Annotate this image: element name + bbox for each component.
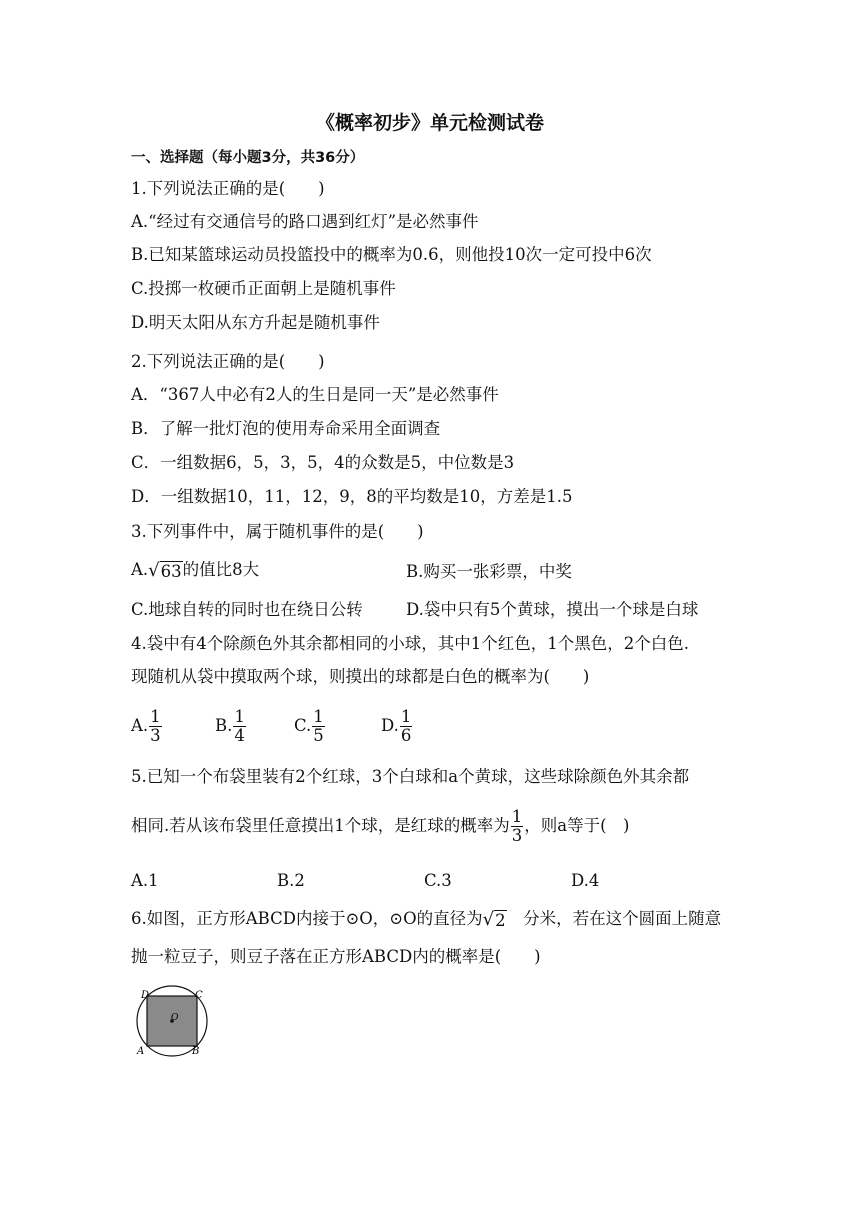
label-b: B (192, 1046, 200, 1057)
q2-option-b: B．了解一批灯泡的使用寿命采用全面调查 (131, 419, 441, 438)
fraction-numerator: 1 (511, 807, 523, 826)
q3-option-a-label: A. (131, 560, 149, 579)
q4-option-c (294, 708, 326, 745)
q4-line-2: 现随机从袋中摸取两个球，则摸出的球都是白色的概率为( ) (131, 667, 590, 686)
q4-option-d (381, 708, 413, 745)
fraction-numerator: 1 (400, 707, 412, 726)
sqrt-expression (483, 910, 507, 930)
fraction-numerator: 1 (313, 707, 324, 726)
q6-line-1-tail: 分米，若在这个圆面上随意 (506, 909, 722, 928)
q3-option-a (131, 560, 259, 581)
label-o: O (171, 1013, 179, 1023)
fraction (400, 708, 413, 745)
fraction-denominator: 3 (150, 726, 161, 745)
q6-line-2: 抛一粒豆子，则豆子落在正方形ABCD内的概率是( ) (131, 947, 541, 966)
fraction-denominator: 4 (234, 726, 245, 745)
q2-stem: 2.下列说法正确的是( ) (131, 352, 325, 371)
q4-option-b (215, 708, 247, 745)
sqrt-expression (148, 561, 182, 581)
label-a: A (137, 1046, 145, 1057)
fraction-denominator: 3 (511, 826, 523, 845)
q4-option-c-label: C. (294, 716, 312, 735)
q1-option-a: A.“经过有交通信号的路口遇到红灯”是必然事件 (131, 212, 479, 231)
fraction (511, 808, 524, 845)
q5-option-c: C.3 (424, 871, 452, 890)
page-title: 《概率初步》单元检测试卷 (315, 112, 544, 134)
fraction (149, 708, 162, 745)
label-d: D (141, 990, 150, 1001)
fraction-denominator: 6 (400, 726, 412, 745)
q5-option-d: D.4 (571, 871, 600, 890)
q4-option-b-label: B. (215, 716, 233, 735)
q1-option-c: C.投掷一枚硬币正面朝上是随机事件 (131, 279, 396, 298)
section-heading: 一、选择题（每小题3分，共36分） (131, 150, 365, 166)
fraction-numerator: 1 (234, 707, 245, 726)
fraction (233, 708, 246, 745)
sqrt-sign-icon: √ (148, 559, 160, 581)
q6-line-1-text: 6.如图，正方形ABCD内接于⊙O，⊙O的直径为 (131, 909, 483, 928)
inscribed-square-figure (132, 985, 212, 1061)
fraction-numerator: 1 (150, 707, 161, 726)
sqrt-sign-icon: √ (482, 908, 495, 930)
q3-option-a-text: 的值比8大 (182, 560, 260, 579)
fraction-denominator: 5 (313, 726, 324, 745)
q3-option-d: D.袋中只有5个黄球，摸出一个球是白球 (406, 600, 699, 619)
q5-line-2 (131, 808, 629, 845)
q3-stem: 3.下列事件中，属于随机事件的是( ) (131, 522, 424, 541)
q1-option-b: B.已知某篮球运动员投篮投中的概率为0.6，则他投10次一定可投中6次 (131, 245, 652, 264)
q4-option-d-label: D. (381, 716, 399, 735)
q4-option-a (131, 708, 163, 745)
q2-option-c: C．一组数据6，5，3，5，4的众数是5，中位数是3 (131, 453, 515, 472)
q5-line-2-text: 相同.若从该布袋里任意摸出1个球，是红球的概率为 (131, 816, 510, 835)
q5-option-b: B.2 (277, 871, 305, 890)
q2-option-a: A．“367人中必有2人的生日是同一天”是必然事件 (131, 385, 499, 404)
q2-option-d: D．一组数据10，11，12，9，8的平均数是10，方差是1.5 (131, 487, 573, 506)
label-c: C (195, 990, 203, 1001)
q1-stem: 1.下列说法正确的是( ) (131, 179, 325, 198)
q5-line-2-tail: ，则a等于( ) (524, 816, 630, 835)
sqrt-radicand: 2 (495, 910, 506, 930)
q3-option-b: B.购买一张彩票，中奖 (406, 562, 572, 581)
q4-line-1: 4.袋中有4个除颜色外其余都相同的小球，其中1个红色，1个黑色，2个白色. (131, 634, 689, 653)
q1-option-d: D.明天太阳从东方升起是随机事件 (131, 313, 380, 332)
q5-option-a: A.1 (131, 871, 159, 890)
sqrt-radicand: 63 (160, 561, 182, 581)
q6-line-1 (131, 909, 721, 930)
fraction (312, 708, 325, 745)
q5-line-1: 5.已知一个布袋里装有2个红球，3个白球和a个黄球，这些球除颜色外其余都 (131, 767, 690, 786)
q3-option-c: C.地球自转的同时也在绕日公转 (131, 600, 363, 619)
q4-option-a-label: A. (131, 716, 149, 735)
